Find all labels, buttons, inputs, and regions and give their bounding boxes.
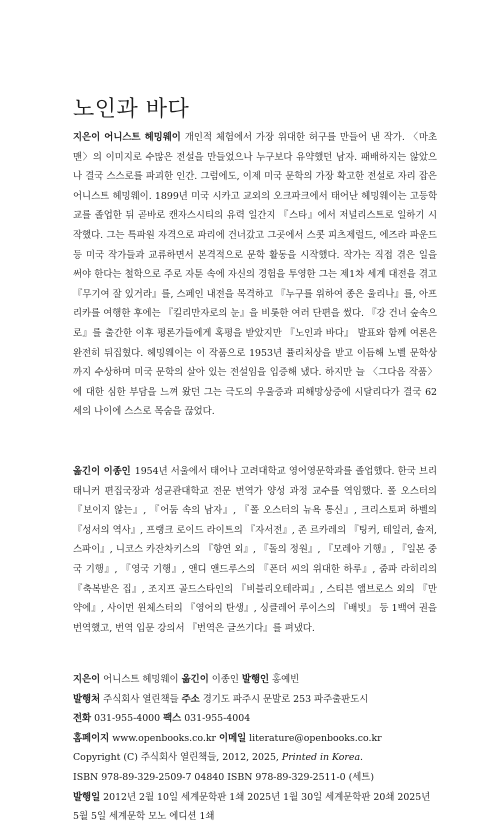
copyright-text: Copyright (C) 주식회사 열린책들, 2012, 2025,	[73, 752, 279, 764]
email-link[interactable]: literature@openbooks.co.kr	[249, 732, 382, 744]
date-line2: 5월 5일 세계문학 모노 에디션 1쇄	[73, 811, 215, 823]
copyright-row	[73, 748, 437, 768]
translator-bio-text: 1954년 서울에서 태어나 고려대학교 영어영문학과를 졸업했다. 한국 브리태니커 편집국장과 성균관대학교 전문 번역가 양성 과정 교수를 역임했다. 폴 오스터의 『보이지 않는』, 『어둠 속의 남자』, 『폴 오스터의 뉴욕 통신』, 크리스토퍼 하벨의 『성서의 역사』, 프랭크 로이드 라이트의 『자서전』, 존 르카레의 『팅커, 테일러, 솔저, 스파이』, 니코스 카잔차키스의 『향연 외』, 『돌의 정원』, 『모레아 기행』, 『일본 중국 기행』, 『영국 기행』, 앤디 앤드루스의 『폰더 씨의 위대한 하루』, 줌파 라히리의 『축복받은 집』, 조지프 골드스타인의 『비블리오테라피』, 스티븐 앰브로스 외의 『만약에』, 사이먼 윈체스터의 『영어의 탄생』, 싱클레어 루이스의 『배빗』 등 1백여 권을 번역했고, 번역 입문 강의서 『번역은 글쓰기다』를 펴냈다.	[73, 466, 437, 634]
author-bio-label: 지은이 어니스트 헤밍웨이	[73, 132, 181, 143]
author-bio	[73, 128, 437, 422]
publisher-label: 발행처	[73, 693, 101, 705]
fax-value: 031-955-4004	[184, 713, 251, 725]
colophon	[73, 670, 437, 827]
book-title: 노인과 바다	[73, 97, 190, 122]
date-row	[73, 788, 437, 808]
translator-bio-label: 옮긴이 이종인	[73, 466, 131, 477]
date-row-continued	[73, 807, 437, 827]
translator-bio	[73, 462, 437, 638]
isbn-volume: ISBN 978-89-329-2509-7 04840	[73, 771, 225, 783]
address-value: 경기도 파주시 문발로 253 파주출판도시	[202, 693, 369, 705]
phone-label: 전화	[73, 713, 92, 725]
publisher-row	[73, 690, 437, 710]
date-line1: 2012년 2월 10일 세계문학판 1쇄 2025년 1월 30일 세계문학판 20쇄 2025년	[103, 791, 431, 803]
printed-in-text: Printed in Korea.	[281, 752, 364, 764]
contact-row	[73, 709, 437, 729]
isbn-set: ISBN 978-89-329-2511-0 (세트)	[227, 771, 375, 783]
homepage-link[interactable]: www.openbooks.co.kr	[112, 732, 217, 744]
author-label: 지은이	[73, 674, 101, 685]
isbn-row	[73, 768, 437, 788]
homepage-label: 홈페이지	[73, 732, 110, 744]
publisher-name: 주식회사 열린책들	[103, 693, 179, 705]
issuer-name: 홍예빈	[272, 674, 300, 685]
web-row	[73, 729, 437, 749]
date-label: 발행일	[73, 791, 101, 803]
credits-row	[73, 670, 437, 690]
author-bio-text: 개인적 체험에서 가장 위대한 허구를 만들어 낸 작가. 〈마초 맨〉의 이미지로 수많은 전설을 만들었으나 누구보다 유약했던 남자. 패배하지는 않았으나 결국 스스로를 파괴한 인간. 그럼에도, 이제 미국 문학의 가장 확고한 전설로 자리 잡은 어니스트 헤밍웨이. 1899년 미국 시카고 교외의 오크파크에서 태어난 헤밍웨이는 고등학교를 졸업한 뒤 곧바로 캔자스시티의 유력 일간지 『스타』에서 저널리스트로 일하기 시작했다. 그는 특파원 자격으로 파리에 건너갔고 그곳에서 스콧 피츠제럴드, 에즈라 파운드 등 미국 작가들과 교류하면서 본격적으로 문학 활동을 시작했다. 작가는 직접 겪은 일을 써야 한다는 철학으로 주로 자툰 속에 자신의 경험을 투영한 그는 제1차 세계 대전을 겪고 『무기여 잘 있거라』를, 스페인 내전을 목격하고 『누구를 위하여 종은 울리나』를, 아프리카를 여행한 후에는 『킬리만자로의 눈』을 비롯한 여러 단편을 썼다. 『강 건너 숲속으로』를 출간한 이후 평론가들에게 혹평을 받았지만 『노인과 바다』 발표와 함께 여론은 완전히 뒤집혔다. 헤밍웨이는 이 작품으로 1953년 퓰리처상을 받고 이듬해 노벨 문학상까지 수상하며 미국 문학의 살아 있는 전설임을 입증해 냈다. 하지만 늘 〈그다음 작품〉에 대한 심한 부담을 느껴 왔던 그는 극도의 우울증과 피해망상증에 시달리다가 결국 62세의 나이에 스스로 목숨을 끊었다.	[73, 132, 437, 418]
address-label: 주소	[181, 693, 200, 705]
translator-name: 이종인	[211, 674, 239, 685]
translator-label: 옮긴이	[181, 674, 209, 685]
author-name: 어니스트 헤밍웨이	[103, 674, 179, 685]
email-label: 이메일	[219, 732, 247, 744]
issuer-label: 발행인	[241, 674, 270, 685]
fax-label: 팩스	[163, 713, 182, 725]
phone-value: 031-955-4000	[94, 713, 161, 725]
